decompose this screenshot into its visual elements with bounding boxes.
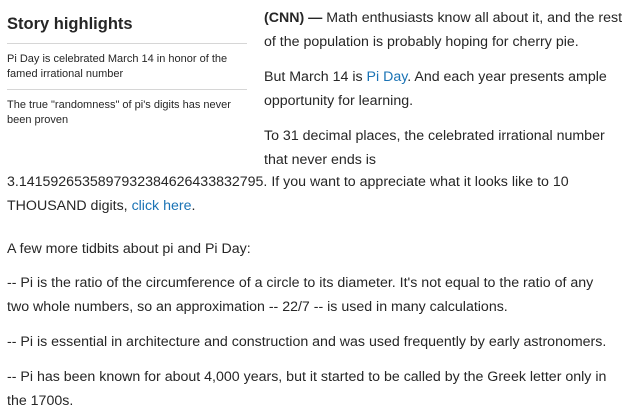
article-paragraph-5: -- Pi is the ratio of the circumference of a circle to its diameter. It's not equal to the ratio of any <box>7 275 594 291</box>
dateline: (CNN) — <box>264 10 323 26</box>
paragraph-text: But March 14 is <box>264 69 367 85</box>
article-paragraph-5-line-2: two whole numbers, so an approximation -- 22/7 -- is used in many calculations. <box>7 299 508 315</box>
article-paragraph-2-line-2: opportunity for learning. <box>264 93 414 109</box>
article-paragraph-3-line-3: 3.1415926535897932384626433832795. If you want to appreciate what it looks like to 10 <box>7 174 569 190</box>
paragraph-text: . And each year presents ample <box>407 69 607 85</box>
article-paragraph-2 <box>264 65 607 89</box>
pi-day-link[interactable]: Pi Day <box>366 69 408 85</box>
article-paragraph-7: -- Pi has been known for about 4,000 years, but it started to be called by the Greek letter only in <box>7 369 607 385</box>
story-highlights-title: Story highlights <box>7 4 247 44</box>
article-paragraph-6: -- Pi is essential in architecture and construction and was used frequently by early astronomers. <box>7 334 607 350</box>
story-highlight-item: Pi Day is celebrated March 14 in honor of the famed irrational number <box>7 44 247 90</box>
article-paragraph-1-line-2: of the population is probably hoping for cherry pie. <box>264 34 579 50</box>
article-paragraph-3-line-2: that never ends is <box>264 152 376 168</box>
story-highlights-box <box>7 4 247 135</box>
paragraph-text: . <box>191 198 196 214</box>
story-highlight-item: The true "randomness" of pi's digits has never been proven <box>7 99 231 126</box>
article-paragraph-1 <box>264 6 622 30</box>
article-paragraph-4: A few more tidbits about pi and Pi Day: <box>7 241 251 257</box>
paragraph-text: THOUSAND digits, <box>7 198 132 214</box>
article-paragraph-3-line-4 <box>7 194 195 218</box>
paragraph-text: Math enthusiasts know all about it, and the rest <box>322 10 623 26</box>
click-here-link[interactable]: click here <box>131 198 192 214</box>
article-paragraph-7-line-2: the 1700s. <box>7 393 74 409</box>
article-paragraph-3: To 31 decimal places, the celebrated irrational number <box>264 128 605 144</box>
